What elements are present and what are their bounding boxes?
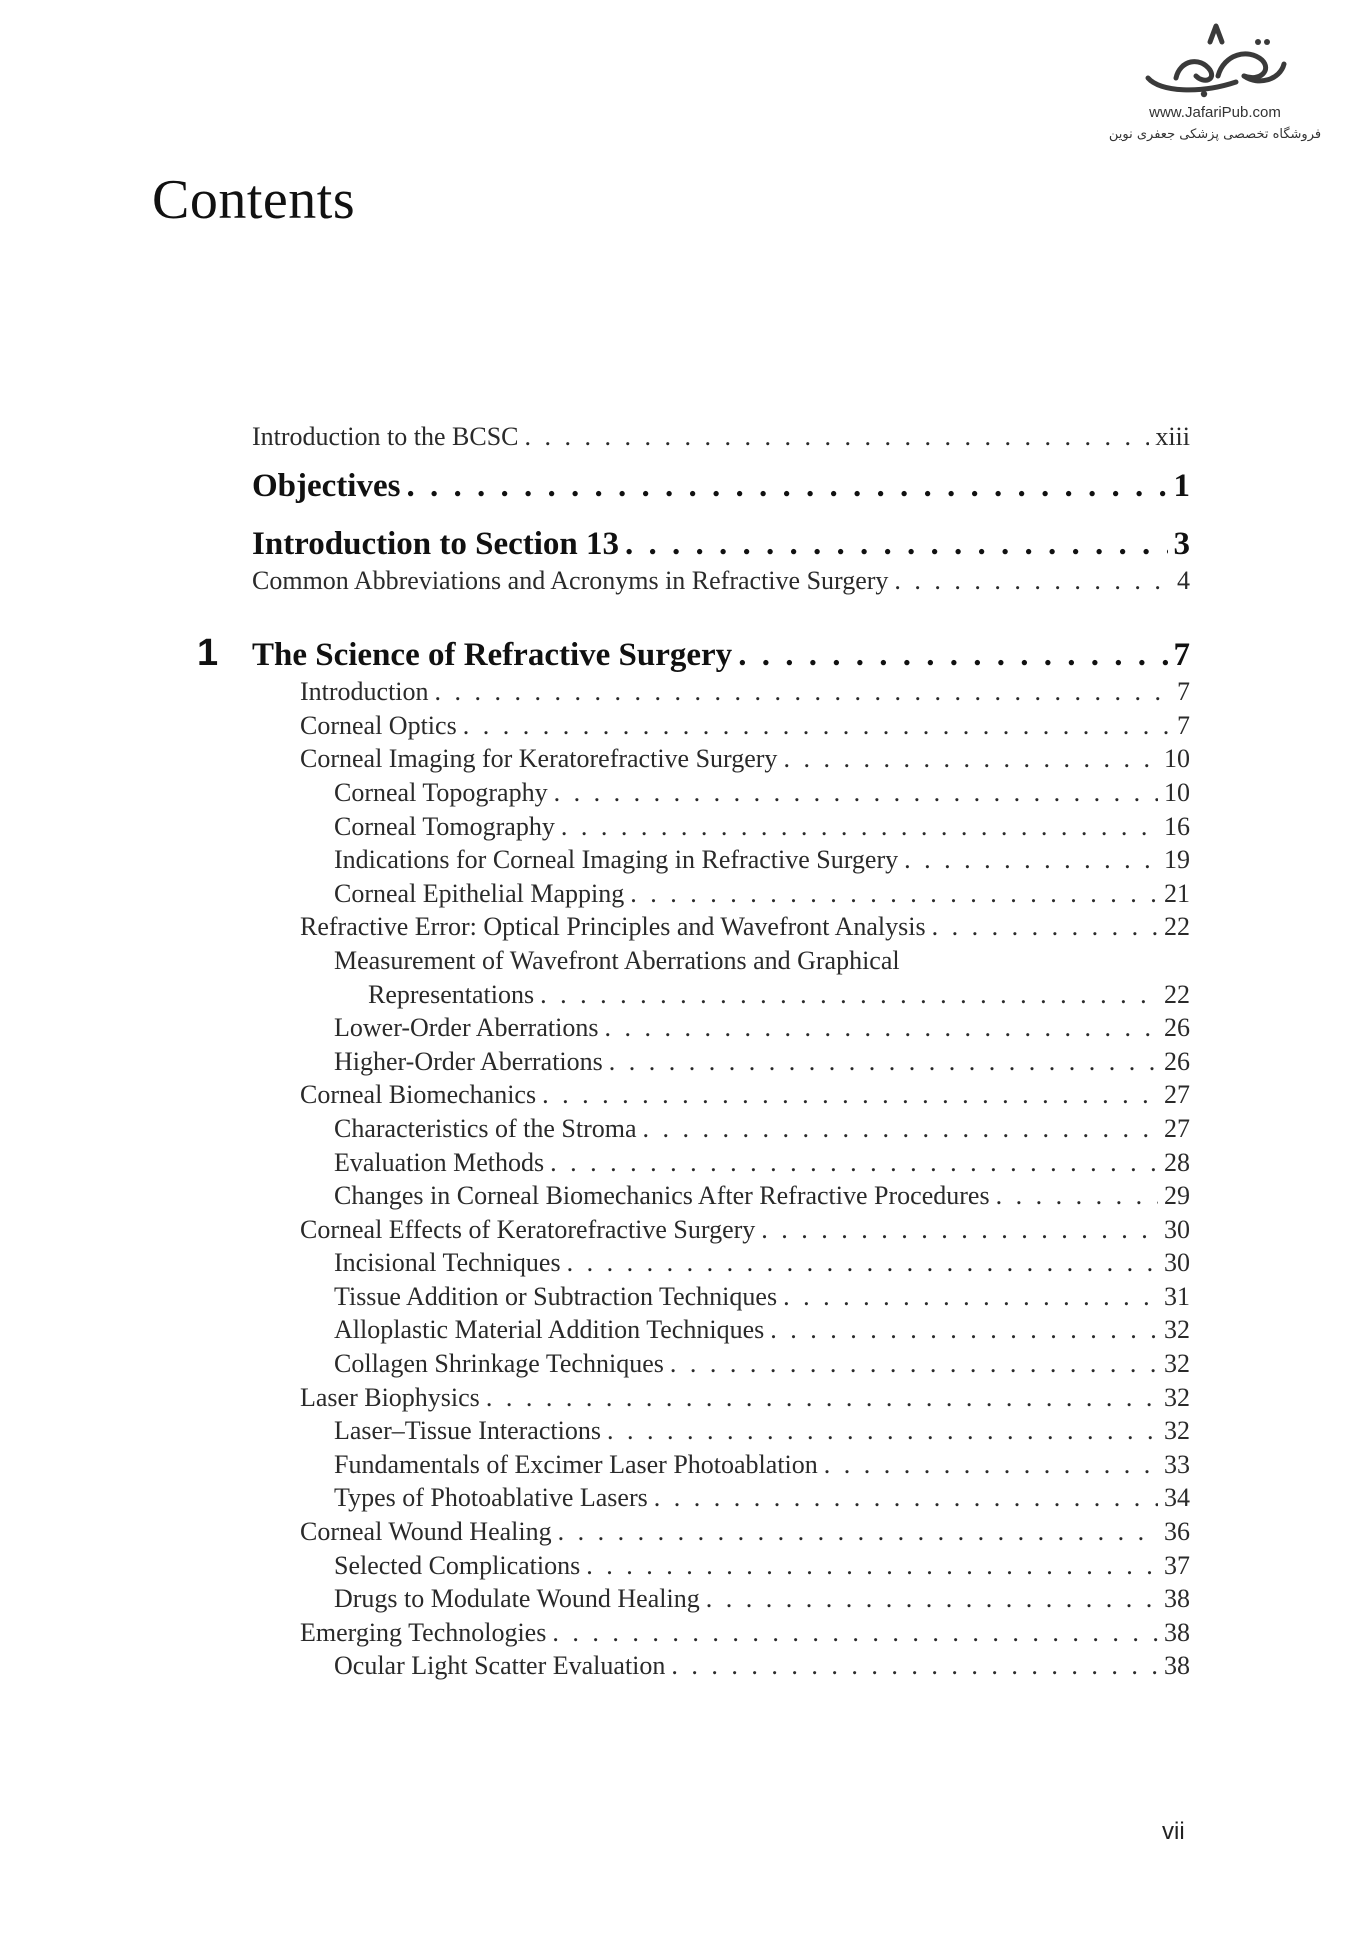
- toc-entry-title: Indications for Corneal Imaging in Refractive Surgery: [334, 845, 899, 875]
- dot-leader: [554, 776, 1158, 810]
- dot-leader: [770, 1313, 1158, 1347]
- toc-entry[interactable]: [252, 709, 1190, 743]
- toc-entry-page: 7: [1177, 710, 1190, 740]
- toc-entry-page: 37: [1164, 1550, 1190, 1580]
- toc-entry-page: 30: [1164, 1214, 1190, 1244]
- dot-leader: [435, 675, 1171, 709]
- toc-entry-title: Corneal Biomechanics: [300, 1080, 537, 1110]
- toc-entry[interactable]: [252, 675, 1190, 709]
- toc-entry-page: 10: [1164, 777, 1190, 807]
- toc-entry-page: 32: [1164, 1382, 1190, 1412]
- dot-leader: [894, 564, 1171, 598]
- toc-entry-title: Changes in Corneal Biomechanics After Refractive Procedures: [334, 1181, 990, 1211]
- toc-entry-title: The Science of Refractive Surgery: [252, 637, 733, 674]
- toc-entry-page: 26: [1164, 1013, 1190, 1043]
- toc-entry-page: 31: [1164, 1281, 1190, 1311]
- toc-entry-page: 28: [1164, 1147, 1190, 1177]
- toc-entry-title: Emerging Technologies: [300, 1617, 547, 1647]
- toc-entry-page: 34: [1164, 1483, 1190, 1513]
- toc-entry-intro-section-13[interactable]: [252, 524, 1190, 564]
- toc-entry-page: 32: [1164, 1349, 1190, 1379]
- toc-entry[interactable]: [252, 1011, 1190, 1045]
- toc-entry[interactable]: [252, 1582, 1190, 1616]
- toc-entry-objectives[interactable]: [252, 466, 1190, 506]
- dot-leader: [567, 1246, 1158, 1280]
- toc-entry-intro-bcsc[interactable]: [252, 420, 1190, 454]
- toc-entry[interactable]: [252, 1078, 1190, 1112]
- toc-entry-page: 21: [1164, 878, 1190, 908]
- toc-entry-title: Fundamentals of Excimer Laser Photoablation: [334, 1449, 818, 1479]
- toc-entry-title: Corneal Wound Healing: [300, 1517, 552, 1547]
- toc-entry-abbreviations[interactable]: [252, 564, 1190, 598]
- toc-entry-title: Corneal Epithelial Mapping: [334, 878, 625, 908]
- toc-entry-title: Lower-Order Aberrations: [334, 1013, 599, 1043]
- toc-entry[interactable]: [252, 1515, 1190, 1549]
- toc-entry[interactable]: [252, 1549, 1190, 1583]
- toc-entry[interactable]: [252, 843, 1190, 877]
- toc-entry[interactable]: [252, 1280, 1190, 1314]
- toc-entry[interactable]: [252, 1179, 1190, 1213]
- toc-entry-page: 27: [1164, 1113, 1190, 1143]
- toc-entry-page: 30: [1164, 1248, 1190, 1278]
- dot-leader: [552, 1616, 1158, 1650]
- dot-leader: [550, 1146, 1158, 1180]
- dot-leader: [630, 877, 1158, 911]
- toc-chapter-1[interactable]: [197, 632, 1190, 675]
- toc-entry-page: 27: [1164, 1080, 1190, 1110]
- page-number: vii: [1162, 1818, 1185, 1845]
- toc-entry[interactable]: [252, 1448, 1190, 1482]
- toc-entry-title: Introduction to Section 13: [252, 525, 619, 562]
- toc-entry-page: 1: [1173, 467, 1190, 504]
- toc-entry-title: Refractive Error: Optical Principles and Wavefront Analysis: [300, 912, 926, 942]
- page-title: Contents: [152, 169, 356, 231]
- toc-entry[interactable]: [252, 742, 1190, 776]
- toc-entry-page: 16: [1164, 811, 1190, 841]
- toc-entry-title: Selected Complications: [334, 1550, 581, 1580]
- dot-leader: [607, 1414, 1158, 1448]
- toc-entry-title: Laser–Tissue Interactions: [334, 1416, 601, 1446]
- toc-entry-page: 32: [1164, 1416, 1190, 1446]
- toc-entry[interactable]: [252, 1313, 1190, 1347]
- toc-entry[interactable]: [252, 1347, 1190, 1381]
- dot-leader: [586, 1549, 1158, 1583]
- toc-entry-page: 33: [1164, 1449, 1190, 1479]
- dot-leader: [542, 1078, 1158, 1112]
- toc-entry[interactable]: [252, 944, 1190, 978]
- toc-entry-title: Drugs to Modulate Wound Healing: [334, 1584, 700, 1614]
- toc-entry-page: 32: [1164, 1315, 1190, 1345]
- toc-entry-title: Evaluation Methods: [334, 1147, 545, 1177]
- dot-leader: [654, 1481, 1158, 1515]
- dot-leader: [671, 1649, 1158, 1683]
- toc-entry-page: 10: [1164, 744, 1190, 774]
- toc-entry[interactable]: [252, 1045, 1190, 1079]
- dot-leader: [783, 742, 1158, 776]
- dot-leader: [561, 810, 1158, 844]
- toc-entry[interactable]: [252, 1649, 1190, 1683]
- toc-entry-page: xiii: [1155, 422, 1190, 451]
- toc-entry-page: 22: [1164, 912, 1190, 942]
- toc-entry-page: 38: [1164, 1617, 1190, 1647]
- toc-entry[interactable]: [252, 1213, 1190, 1247]
- dot-leader: [824, 1448, 1158, 1482]
- toc-entry[interactable]: [252, 1414, 1190, 1448]
- dot-leader: [738, 635, 1167, 675]
- toc-entry-title: Corneal Topography: [334, 777, 548, 807]
- toc-entry[interactable]: [252, 1112, 1190, 1146]
- table-of-contents: [197, 420, 1190, 1683]
- chapter-1-entries: [252, 675, 1190, 1683]
- toc-entry-title: Objectives: [252, 467, 401, 504]
- toc-entry[interactable]: [252, 877, 1190, 911]
- toc-entry[interactable]: [252, 776, 1190, 810]
- toc-entry[interactable]: [252, 810, 1190, 844]
- toc-entry-page: 3: [1173, 525, 1190, 562]
- toc-entry-title: Ocular Light Scatter Evaluation: [334, 1651, 666, 1681]
- toc-entry-page: 22: [1164, 979, 1190, 1009]
- toc-entry[interactable]: [252, 1481, 1190, 1515]
- publisher-watermark: [1100, 20, 1330, 160]
- toc-entry-page: 36: [1164, 1517, 1190, 1547]
- toc-entry-page: 26: [1164, 1046, 1190, 1076]
- dot-leader: [904, 843, 1158, 877]
- dot-leader: [625, 524, 1168, 564]
- toc-entry-page: 4: [1177, 565, 1190, 595]
- dot-leader: [604, 1011, 1158, 1045]
- toc-entry-title: Introduction to the BCSC: [252, 422, 519, 451]
- dot-leader: [558, 1515, 1158, 1549]
- toc-entry-title: Types of Photoablative Lasers: [334, 1483, 648, 1513]
- toc-entry-title: Measurement of Wavefront Aberrations and Graphical: [334, 945, 900, 975]
- toc-entry[interactable]: [252, 1246, 1190, 1280]
- toc-entry-title: Collagen Shrinkage Techniques: [334, 1349, 664, 1379]
- toc-entry-title: Corneal Effects of Keratorefractive Surgery: [300, 1214, 756, 1244]
- dot-leader: [996, 1179, 1158, 1213]
- publisher-logo-icon: [1140, 20, 1290, 102]
- dot-leader: [932, 910, 1158, 944]
- toc-entry-title: Corneal Tomography: [334, 811, 555, 841]
- toc-entry-title: Corneal Optics: [300, 710, 457, 740]
- dot-leader: [525, 420, 1150, 454]
- toc-entry-continuation[interactable]: [252, 978, 1190, 1012]
- toc-entry-page: 7: [1173, 637, 1190, 674]
- dot-leader: [670, 1347, 1158, 1381]
- toc-entry-title: Incisional Techniques: [334, 1248, 561, 1278]
- dot-leader: [406, 466, 1167, 506]
- toc-entry[interactable]: [252, 1616, 1190, 1650]
- toc-entry-title: Alloplastic Material Addition Techniques: [334, 1315, 765, 1345]
- dot-leader: [643, 1112, 1158, 1146]
- toc-entry-title: Common Abbreviations and Acronyms in Refractive Surgery: [252, 565, 889, 595]
- toc-entry[interactable]: [252, 1381, 1190, 1415]
- publisher-url: www.JafariPub.com: [1149, 104, 1281, 121]
- toc-entry-title: Representations: [368, 979, 535, 1009]
- toc-entry-page: 7: [1177, 677, 1190, 707]
- toc-entry-title: Introduction: [300, 677, 429, 707]
- toc-entry-page: 19: [1164, 845, 1190, 875]
- dot-leader: [706, 1582, 1158, 1616]
- toc-entry[interactable]: [252, 910, 1190, 944]
- dot-leader: [486, 1381, 1158, 1415]
- toc-entry-page: 38: [1164, 1651, 1190, 1681]
- dot-leader: [540, 978, 1158, 1012]
- toc-entry-title: Higher-Order Aberrations: [334, 1046, 603, 1076]
- dot-leader: [463, 709, 1171, 743]
- toc-entry-title: Tissue Addition or Subtraction Techniques: [334, 1281, 778, 1311]
- dot-leader: [609, 1045, 1158, 1079]
- dot-leader: [761, 1213, 1158, 1247]
- publisher-name: فروشگاه تخصصی پزشکی جعفری نوین: [1108, 127, 1322, 142]
- toc-entry-title: Characteristics of the Stroma: [334, 1113, 637, 1143]
- toc-entry-page: 29: [1164, 1181, 1190, 1211]
- toc-entry-title: Corneal Imaging for Keratorefractive Surgery: [300, 744, 778, 774]
- toc-entry[interactable]: [252, 1146, 1190, 1180]
- toc-entry-title: Laser Biophysics: [300, 1382, 480, 1412]
- toc-entry-page: 38: [1164, 1584, 1190, 1614]
- dot-leader: [783, 1280, 1158, 1314]
- chapter-number: 1: [197, 632, 219, 675]
